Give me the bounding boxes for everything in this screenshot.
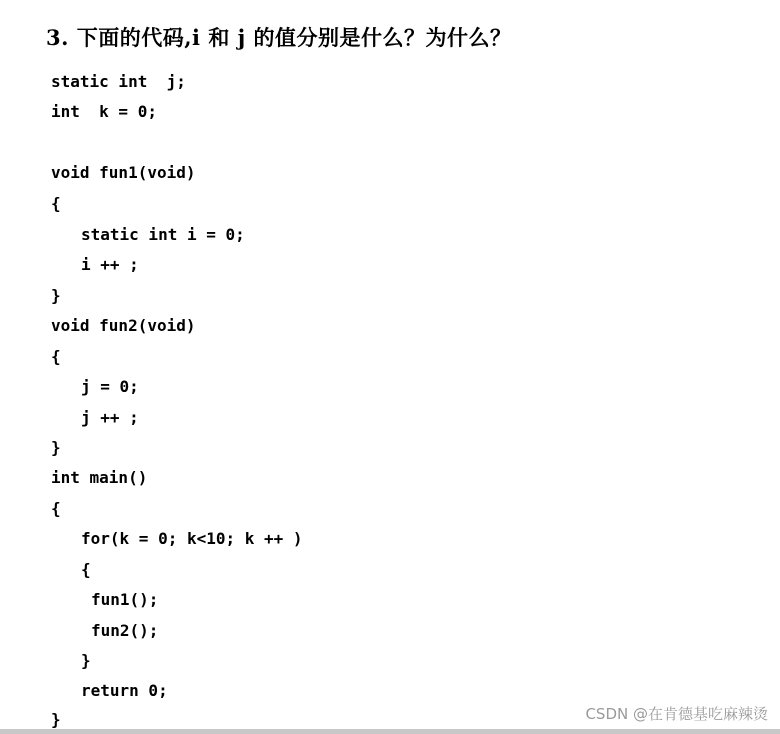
bottom-border <box>0 729 780 734</box>
code-line: } <box>51 286 61 305</box>
code-line: } <box>81 651 91 670</box>
code-line: void fun1(void) <box>51 163 196 182</box>
code-line: j ++ ; <box>81 408 139 427</box>
code-line: i ++ ; <box>81 255 139 274</box>
code-line: { <box>51 347 61 366</box>
code-line: return 0; <box>81 681 168 700</box>
code-line: { <box>51 194 61 213</box>
code-line: int main() <box>51 468 148 487</box>
code-line: j = 0; <box>81 377 139 396</box>
csdn-watermark: CSDN @在肯德基吃麻辣烫 <box>585 705 768 723</box>
code-line: } <box>51 438 61 457</box>
code-line: fun2(); <box>91 621 159 640</box>
code-line: { <box>81 560 91 579</box>
code-line: int k = 0; <box>51 102 157 121</box>
question-heading: 3. 下面的代码,i 和 j 的值分别是什么？为什么？ <box>46 25 512 50</box>
code-line: static int j; <box>51 72 186 91</box>
code-line: { <box>51 499 61 518</box>
code-line: } <box>51 710 61 729</box>
code-line: static int i = 0; <box>81 225 245 244</box>
code-line: for(k = 0; k<10; k ++ ) <box>81 529 303 548</box>
code-line: void fun2(void) <box>51 316 196 335</box>
code-line: fun1(); <box>91 590 159 609</box>
